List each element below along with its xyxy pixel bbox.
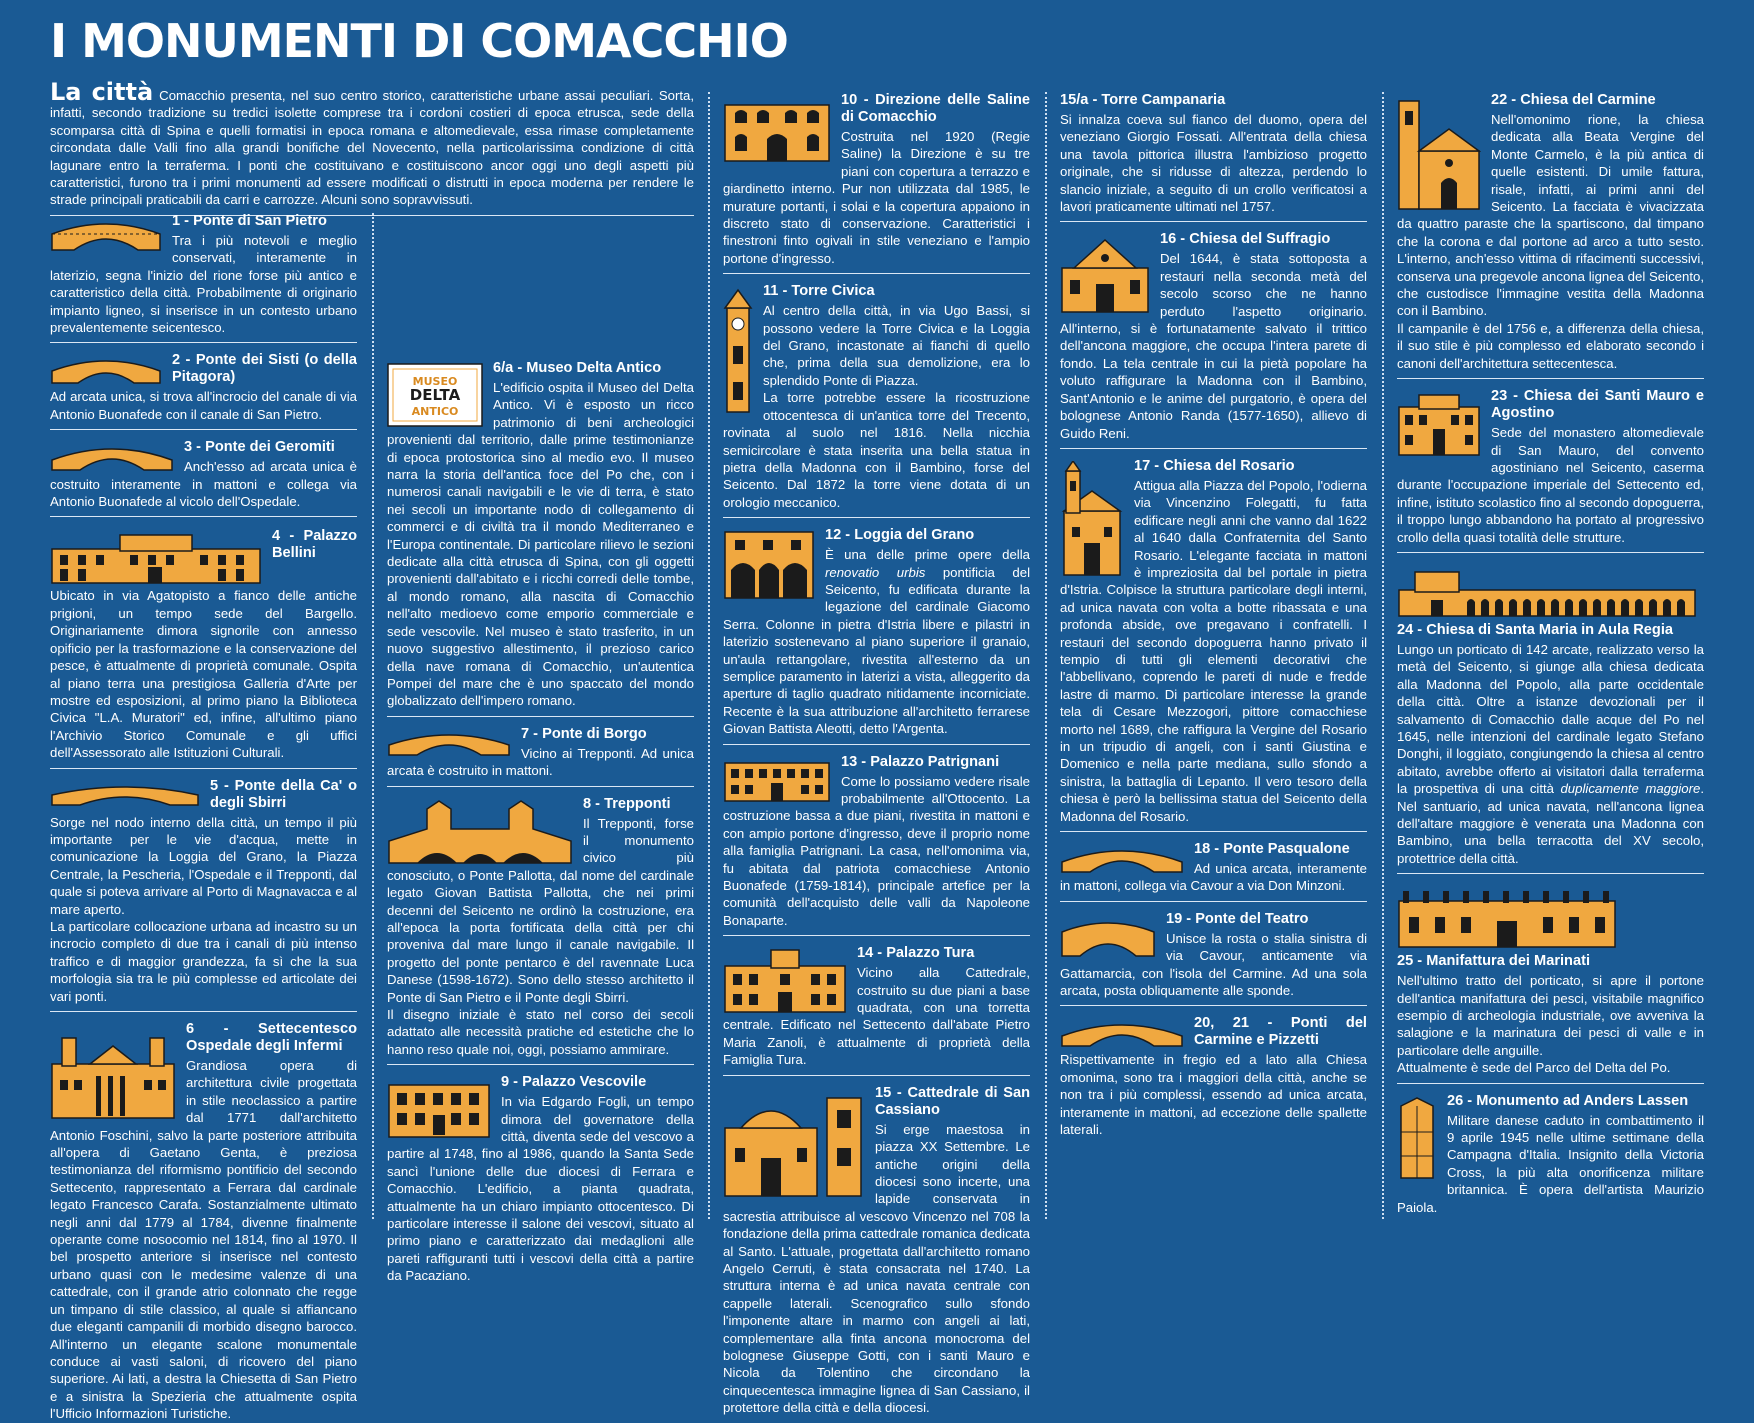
monument-1	[50, 213, 357, 336]
monument-18	[1060, 841, 1367, 895]
column-1	[50, 213, 357, 1422]
hospital-illustration	[50, 1024, 176, 1120]
text-italic: duplicamente maggiore	[1560, 781, 1701, 797]
monument-14	[723, 945, 1030, 1068]
monument-title: 6/a - Museo Delta Antico	[493, 360, 662, 376]
bridge-illustration	[1060, 914, 1156, 958]
monument-6a	[387, 360, 694, 710]
divider	[387, 786, 694, 787]
column-4	[1060, 92, 1367, 1221]
monument-title: 22 - Chiesa del Carmine	[1491, 92, 1656, 108]
svg-text:DELTA: DELTA	[409, 386, 461, 404]
monument-title: 2 - Ponte dei Sisti (o della Pitagora)	[172, 352, 357, 386]
monument-26	[1397, 1093, 1704, 1216]
palace-illustration	[723, 757, 831, 803]
monument-23	[1397, 388, 1704, 546]
divider	[723, 1075, 1030, 1076]
column-divider	[372, 213, 374, 1219]
trepponti-illustration	[387, 799, 573, 865]
monument-title: 3 - Ponte dei Geromiti	[184, 439, 335, 456]
monument-text: Nell'ultimo tratto del porticato, si apre il portone dell'antica manifattura dei pesci, visitabile magnifico esempio di archeologia industriale, ove avveniva la salagione e la marinatura dei pesci di valle e in particolare delle anguille.	[1397, 973, 1704, 1058]
monument-title: 14 - Palazzo Tura	[857, 945, 975, 962]
divider	[50, 429, 357, 430]
monument-25	[1397, 883, 1704, 1076]
factory-illustration	[1397, 887, 1704, 949]
divider	[1060, 901, 1367, 902]
monument-text: Si erge maestosa in piazza XX Settembre. Le antiche origini della diocesi sono incerte, una lapide conservata in sacrestia attribuisce al vescovo Vincenzo nel 708 la fondazione della prima cattedrale romanica dedicata al Santo. L'attuale, progettata dall'architetto romano Angelo Cerruti, è stata consacrata nel 1740. La struttura interna è ad unica navata centrale con cappelle laterali. Scenografico sullo sfondo l'imponente altare in marmo con angeli ai lati, complementare alla finta ancona monocroma del bolognese Giuseppe Gotti, con i santi Mauro e Nicola da Tolentino che circondano la cinquecentesca immagine lignea di San Cassiano, il protettore della città e della diocesi.	[723, 1121, 1030, 1416]
monument-20-21	[1060, 1015, 1367, 1138]
monument-text: Tra i più notevoli e meglio conservati, interamente in laterizio, segna l'inizio del rione forse più antico e caratteristico della città. Probabilmente di originario impianto ligneo, si inserisce in un contesto urbano prevalentemente seicentesco.	[50, 233, 357, 336]
portico-illustration	[1397, 566, 1704, 618]
monument-title: 15 - Cattedrale di San Cassiano	[875, 1084, 1030, 1118]
monument-12	[723, 527, 1030, 737]
svg-text:MUSEO: MUSEO	[412, 375, 458, 388]
monument-text: Del 1644, è stata sottoposta a restauri nella seconda metà del secolo scorso che ne hanno perduto l'aspetto originario. All'interno, si è fortunatamente salvato il trittico dell'ancona maggiore, che occupa l'intera parete di fondo. La tela centrale in cui la pietà popolare ha voluto raffigurare la Madonna con il Bambino, Sant'Antonio e le anime del purgatorio, è opera del bolognese Antonio Randa (1577-1650), allievo di Guido Reni.	[1060, 251, 1367, 441]
saline-illustration	[723, 95, 831, 163]
monument-text: Il Trepponti, forse il monumento civico più conosciuto, o Ponte Pallotta, dal nome del cardinale legato Giovan Battista Pallotta, che nei primi decenni del Seicento ne ordinò la costruzione, era all'epoca la porta fortificata della città per chi proveniva dal mare lungo il canale navigabile. Il progetto del ponte pentarco è del ravennate Luca Danese (1598-1672). Sono dello stesso architetto il Ponte di San Pietro e il Ponte degli Sbirri.	[387, 815, 694, 1005]
monument-text-2: Il disegno iniziale è stato nel corso dei secoli adattato alle necessità pratiche ed estetiche che lo hanno reso quale noi, oggi, possiamo ammirare.	[387, 1007, 694, 1057]
monument-title: 15/a - Torre Campanaria	[1060, 92, 1226, 108]
monument-title: 12 - Loggia del Grano	[825, 527, 975, 544]
monument-text: Come lo possiamo vedere risale probabilmente all'Ottocento. La costruzione bassa a due piani, rivestita in mattoni e con ampio portone d'ingresso, deve il proprio nome alla famiglia Patrignani. La casa, nell'omonima via, fu abitata dal patriota comacchiese Antonio Buonafede (1759-1814), principale artefice per la comunità dell'acquisto delle valli da Napoleone Bonaparte.	[723, 773, 1030, 928]
monument-title: 11 - Torre Civica	[763, 283, 875, 300]
monument-title: 16 - Chiesa del Suffragio	[1160, 231, 1331, 248]
monument-title: 17 - Chiesa del Rosario	[1134, 457, 1295, 474]
monument-10	[723, 92, 1030, 267]
column-5	[1397, 92, 1704, 1221]
divider	[387, 716, 694, 717]
monument-9	[387, 1074, 694, 1284]
monument-text-2: La torre potrebbe essere la ricostruzione ottocentesca di un'antica torre del Trecento, rovinata al suolo nel 1816. Nella nicchia semicircolare è stata inserita una bella statua in pietra della Madonna con il Bambino, forse del Seicento. Dal 1872 la torre viene dotata di un orologio meccanico.	[723, 390, 1030, 510]
monument-15a	[1060, 92, 1367, 215]
bridge-illustration	[387, 729, 511, 757]
monument-text-2: Attualmente è sede del Parco del Delta del Po.	[1397, 1060, 1671, 1076]
column-2	[387, 360, 694, 1284]
monument-text: In via Edgardo Fogli, un tempo dimora del governatore della città, diventa sede del vescovo a partire al 1748, fino al 1986, quando la Santa Sede sancì l'unione delle due diocesi di Ferrara e Comacchio. L'edificio, a pianta quadrata, attualmente ha un chiaro impianto ottocentesco. Di particolare interesse il salone dei vescovi, situato al primo piano e caratterizzato dai medaglioni alle pareti raffiguranti tutti i vescovi della città a partire da Pacaziano.	[387, 1094, 694, 1284]
church-illustration	[1397, 95, 1481, 211]
column-divider	[1382, 92, 1384, 1219]
loggia-illustration	[723, 530, 815, 600]
monument-text: Unisce la rosta o stalia sinistra di via Cavour, anticamente via Gattamarcia, con l'isola del Carmine. Ad una sola arcata, posta obliquamente alle sponde.	[1060, 930, 1367, 999]
monument-17	[1060, 458, 1367, 825]
monument-13	[723, 754, 1030, 930]
divider	[1397, 1083, 1704, 1084]
monument-text: Grandiosa opera di architettura civile progettata in stile neoclassico a partire dal 1771 dall'architetto Antonio Foschini, salvo la parte posteriore attribuita all'opera di Gaetano Genta, è preziosa testimonianza del riformismo pontificio del secondo Settecento, rappresentato a Ferrara dal cardinale legato Francesco Carafa. Sostanzialmente ultimato negli anni dal 1779 al 1784, divenne finalmente operante come nosocomio nel 1814, fino al 1970. Il bel prospetto anteriore si inserisce nel contesto urbano quasi con le medesime valenze di una cattedrale, con il grande atrio colonnato che regge un timpano di stile classico, al quale si affiancano due eleganti campanili di morbido disegno barocco. All'interno un elegante scalone monumentale conduce ai vasti saloni, di ricovero del piano superiore. Ai lati, a destra la Chiesetta di San Pietro e a sinistra la Spezieria che attualmente ospita l'Ufficio Informazioni Turistiche.	[50, 1058, 357, 1422]
monument-11	[723, 283, 1030, 511]
text-part: È una delle prime opere della	[825, 547, 1030, 563]
page-title: I MONUMENTI DI COMACCHIO	[50, 14, 788, 68]
bridge-illustration	[50, 216, 162, 252]
monument-19	[1060, 911, 1367, 1000]
monument-16	[1060, 231, 1367, 441]
bridge-illustration	[50, 442, 174, 472]
monument-7	[387, 726, 694, 780]
text-part: pontificia del Seicento, fu edificata durante la legazione del cardinale Giacomo Serra. Colonne in pietra d'Istria libere e pilastri in laterizio sostenevano al piano superiore il granaio, un'aula rettangolare, rivestita all'esterno da un semplice paramento in laterizi a vista, alleggerito da aperture di taglio quadrato nitidamente incorniciate. Recente è la sua attribuzione all'architetto ferrarese Giovan Battista Aleotti, detto l'Argenta.	[723, 564, 1030, 737]
church-illustration	[1060, 461, 1124, 577]
palace-illustration	[50, 529, 262, 585]
monument-15	[723, 1085, 1030, 1417]
monument-title: 18 - Ponte Pasqualone	[1194, 841, 1350, 858]
monument-title: 13 - Palazzo Patrignani	[841, 753, 1000, 770]
bridge-illustration	[1060, 1018, 1184, 1048]
monument-text: Militare danese caduto in combattimento il 9 aprile 1945 nelle ultime settimane della Campagna d'Italia. Insignito della Victoria Cross, la più alta onorificenza militare britannica. È opera dell'artista Maurizio Paiola.	[1397, 1112, 1704, 1215]
divider	[1060, 831, 1367, 832]
monument-text: Attigua alla Piazza del Popolo, l'odierna via Vincenzino Folegatti, fu fatta edificare negli anni che vanno dal 1622 al 1640 dalla Confraternita del Santo Rosario. L'elegante facciata in mattoni è impreziosita dal bel portale in pietra d'Istria. Colpisce la struttura particolare degli interni, ad unica navata con volta a botte ribassata e una profonda abside, ove pregavano i confratelli. I restauri del secondo dopoguerra hanno privato il tempio di tutti gli elementi decorativi che l'abbellivano, coprendo le pareti di nude e fredde lastre di marmo. Di particolare interesse la grande tela di Cesare Mezzogori, pittore comacchiese morto nel 1689, che raffigura la Vergine del Rosario in un tripudio di angeli, con i santi Giustina e Domenico e nella parte mediana, sullo sfondo a sinistra, la battaglia di Lepanto. Il vero tesoro della chiesa è però la bellissima statua del Seicento della Madonna del Rosario.	[1060, 477, 1367, 824]
monument-text: Vicino ai Trepponti. Ad unica arcata è costruito in mattoni.	[387, 745, 694, 779]
divider	[1060, 221, 1367, 222]
divider	[1397, 873, 1704, 874]
monument-text: Sorge nel nodo interno della città, un tempo il più importante per le vie d'acqua, mette in comunicazione la Loggia del Grano, la Piazza Centrale, la Pescheria, l'Ospedale e il Trepponti, dal quale si poteva arrivare al Porto di Magnavacca e al mare aperto.	[50, 814, 357, 917]
monument-text: Nell'omonimo rione, la chiesa dedicata alla Beata Vergine del Monte Carmelo, è la più antica di quelle esistenti. Di umile fattura, risale, infatti, ai primi anni del Seicento. La facciata è vivacizzata da quattro paraste che la spartiscono, dal timpano che la corona e dal portone ad arco a tutto sesto. L'interno, anch'esso vittima di rifacimenti successivi, conserva una pregevole ancona lignea del Seicento, che custodisce l'immagine vestita della Madonna con il Bambino.	[1397, 112, 1704, 319]
monument-text: Ad unica arcata, interamente in mattoni, collega via Cavour a via Don Minzoni.	[1060, 861, 1367, 894]
palace-illustration	[723, 948, 847, 1014]
divider	[1060, 1005, 1367, 1006]
palace-illustration	[387, 1077, 491, 1139]
bridge-illustration	[50, 355, 162, 385]
monument-text: L'edificio ospita il Museo del Delta Antico. Vi è esposto un ricco patrimonio di beni archeologici provenienti dal territorio, dalle prime testimonianze di epoca protostorica sino al medio evo. Il museo narra la storia dell'antica foce del Po che, con i numerosi canali navigabili e le vie di terra, è stato nei secoli un importante nodo di collegamento di commerci e di civiltà tra il mondo Mediterraneo e l'Europa continentale. Di particolare rilievo le sezioni dedicate alla città etrusca di Spina, con gli oggetti provenienti dall'abitato e i ricchi corredi delle tombe, al mondo romano, alla nascita di Comacchio nell'alto medioevo come emporio commerciale e sede vescovile. Nel museo è stato trasferito, in un nuovo suggestivo allestimento, il prezioso carico della nave romana di Comacchio, un'autentica Pompei del mare che è uno spaccato del mondo globalizzato dell'impero romano.	[387, 380, 694, 709]
monument-title: 4 - Palazzo Bellini	[272, 528, 357, 562]
monument-text-2: Il campanile è del 1756 e, a differenza della chiesa, il suo stile è più complesso ed elaborato secondo i canoni dell'architettura settecentesca.	[1397, 320, 1704, 371]
monument-8	[387, 796, 694, 1059]
monument-text	[1397, 641, 1704, 867]
museum-logo	[387, 363, 483, 427]
memorial-illustration	[1397, 1096, 1437, 1180]
divider	[723, 935, 1030, 936]
monument-4	[50, 526, 357, 761]
monument-text: Rispettivamente in fregio ed a lato alla Chiesa omonima, sono tra i maggiori della città, anche se non tra i più complessi, essendo ad unica arcata, interamente in mattoni, ad eccezione delle spallette laterali.	[1060, 1052, 1367, 1138]
divider	[723, 744, 1030, 745]
monument-title: 20, 21 - Ponti del Carmine e Pizzetti	[1194, 1015, 1367, 1049]
monument-title: 10 - Direzione delle Saline di Comacchio	[841, 92, 1030, 125]
monument-title: 8 - Trepponti	[583, 795, 671, 812]
divider	[1060, 448, 1367, 449]
intro-text: Comacchio presenta, nel suo centro storico, caratteristiche urbane assai peculiari. Sorta, infatti, secondo tradizione su tredici isolette comprese tra i cordoni costieri di epoca etrusca, sede della scomparsa città di Spina e quelli formatisi in epoca romana e altomedievale, essa rimase completamente circondata dalle Valli fino alla grandi bonifiche del Novecento, nella particolarissima condizione di città lagunare entro la terraferma. I ponti che costituivano e costituiscono ancor oggi uno degli aspetti più caratteristici, furono tra i primi monumenti ad essere modificati o distrutti in epoca moderna per rendere le strade principali praticabili da carri e carrozze. Alcuni sono sopravvissuti.	[50, 88, 695, 208]
divider	[1397, 552, 1704, 553]
divider	[50, 342, 357, 343]
column-3	[723, 92, 1030, 1416]
bridge-illustration	[50, 781, 200, 807]
divider	[1397, 378, 1704, 379]
monument-text: Sede del monastero altomedievale di San Mauro, del convento agostiniano nel Seicento, caserma durante l'occupazione imperiale del Settecento ed, infine, istituto scolastico fino al secondo dopoguerra, il troppo lungo abbandono ha portato al progressivo crollo della quasi totalità delle strutture.	[1397, 425, 1704, 545]
monument-6	[50, 1021, 357, 1423]
monument-24	[1397, 562, 1704, 867]
church-illustration	[1060, 234, 1150, 314]
monument-text: Costruita nel 1920 (Regie Saline) la Direzione è su tre piani con copertura a terrazzo e giardinetto interno. Pur non utilizzata dal 1985, le murature portanti, i solai e la copertura appaiono in discreto stato di conservazione. Caratteristici i finestroni finto ogivali in stile veneziano e l'ampio portone d'ingresso.	[723, 129, 1030, 266]
monument-3	[50, 439, 357, 510]
column-divider	[1045, 92, 1047, 1219]
divider	[50, 516, 357, 517]
church-illustration	[1397, 391, 1481, 457]
monument-title: 19 - Ponte del Teatro	[1166, 910, 1309, 927]
divider	[723, 517, 1030, 518]
monument-text: Anch'esso ad arcata unica è costruito interamente in mattoni e collega via Antonio Buonafede al vicolo dell'Ospedale.	[50, 459, 357, 510]
monument-22	[1397, 92, 1704, 372]
monument-text: Si innalza coeva sul fianco del duomo, opera del veneziano Giorgio Fossati. All'entrata della chiesa una tavola pittorica illustra l'ambizioso progetto originale, che si ridusse di altezza, perdendo lo slancio iniziale, a seguito di un crollo verificatosi a lavori praticamente ultimati nel 1757.	[1060, 112, 1367, 215]
bridge-illustration	[1060, 844, 1184, 874]
text-part: . Nel santuario, ad unica navata, nell'ancona lignea dell'altare maggiore è venerata una Madonna con Bambino, una bella terracotta del XV secolo, protettrice della città.	[1397, 781, 1704, 866]
divider	[50, 768, 357, 769]
monument-title: 26 - Monumento ad Anders Lassen	[1447, 1092, 1689, 1109]
monument-text-2: La particolare collocazione urbana ad incastro su un incrocio completo di due tra i canali di più intenso traffico e di maggior grandezza, fa sì che la sua morfologia sia tra le più complesse ed articolate dei vari ponti.	[50, 918, 357, 1004]
intro	[50, 78, 695, 225]
cathedral-illustration	[723, 1088, 865, 1198]
monument-5	[50, 778, 357, 1005]
monument-text: Al centro della città, in via Ugo Bassi, si possono vedere la Torre Civica e la Loggia del Grano, incastonate ai fianchi di quello che, prima della sua demolizione, era lo splendido Ponte di Piazza.	[763, 303, 1030, 388]
intro-heading: La città	[50, 78, 154, 106]
column-divider	[708, 92, 710, 1219]
text-part: Lungo un porticato di 142 arcate, realizzato verso la metà del Seicento, si giunge alla chiesa dedicata alla Madonna del Popolo, alla parte occidentale della città. Oltre a istanze devozionali per il salvamento di Comacchio dalle acque del Po nel 1645, nelle intenzioni del cardinale legato Stefano Donghi, il loggiato, congiungendo la chiesa al centro abitato, avrebbe offerto ai visitatori dalla terraferma la prospettiva di una città	[1397, 641, 1704, 797]
divider	[50, 1011, 357, 1012]
monument-title: 1 - Ponte di San Pietro	[172, 213, 327, 229]
monument-title: 23 - Chiesa dei Santi Mauro e Agostino	[1491, 388, 1704, 422]
monument-title: 24 - Chiesa di Santa Maria in Aula Regia	[1397, 621, 1674, 638]
monument-text: Ad arcata unica, si trova all'incrocio del canale di via Antonio Buonafede con il canale di San Pietro.	[50, 389, 357, 422]
monument-title: 25 - Manifattura dei Marinati	[1397, 953, 1590, 970]
divider	[723, 273, 1030, 274]
tower-illustration	[723, 286, 753, 414]
monument-text: Ubicato in via Agatopisto a fianco delle antiche prigioni, un tempo sede del Bargello. Originariamente dimora signorile con annesso opificio per la trasformazione e la conservazione del pesce, è attualmente di proprietà comunale. Ospita al piano terra una prestigiosa Galleria d'Arte per mostre ed esposizioni, al primo piano la Biblioteca Civica "L.A. Muratori" ed, infine, all'ultimo piano l'Archivio Storico Comunale e gli uffici dell'Assessorato alle Istituzioni Culturali.	[50, 588, 357, 761]
svg-text:ANTICO: ANTICO	[411, 405, 459, 418]
monument-title: 6 - Settecentesco Ospedale degli Infermi	[186, 1021, 357, 1054]
monument-title: 9 - Palazzo Vescovile	[501, 1074, 647, 1091]
text-italic: renovatio urbis	[825, 564, 926, 580]
monument-2	[50, 352, 357, 423]
divider	[387, 1064, 694, 1065]
monument-title: 5 - Ponte della Ca' o degli Sbirri	[210, 777, 357, 811]
monument-text: Vicino alla Cattedrale, costruito su due piani a base quadrata, con una torretta centrale. Edificato nel Settecento dall'abate Pietro Maria Zanoli, è attualmente di proprietà della Famiglia Tura.	[723, 965, 1030, 1068]
monument-title: 7 - Ponte di Borgo	[521, 725, 647, 742]
